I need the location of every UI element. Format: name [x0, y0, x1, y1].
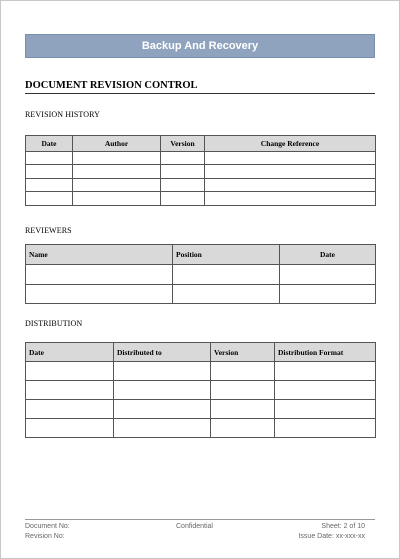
distribution-table	[25, 342, 376, 438]
table-cell[interactable]	[161, 179, 205, 192]
table-cell[interactable]	[275, 381, 376, 400]
table-cell[interactable]	[205, 152, 376, 165]
footer-document-no: Document No:	[25, 523, 70, 530]
table-cell[interactable]	[26, 400, 114, 419]
table-cell[interactable]	[211, 400, 275, 419]
column-header: Version	[211, 343, 275, 362]
revision-history-label: REVISION HISTORY	[25, 110, 101, 119]
column-header: Position	[173, 245, 280, 265]
revision-history-table	[25, 135, 376, 206]
table-header-row	[26, 245, 376, 265]
column-header: Date	[26, 343, 114, 362]
table-cell[interactable]	[26, 165, 73, 179]
table-header-row	[26, 136, 376, 152]
column-header: Date	[280, 245, 376, 265]
column-header: Version	[161, 136, 205, 152]
table-cell[interactable]	[275, 400, 376, 419]
reviewers-table	[25, 244, 376, 304]
table-row	[26, 265, 376, 285]
table-cell[interactable]	[211, 362, 275, 381]
table-cell[interactable]	[26, 265, 173, 285]
table-cell[interactable]	[280, 265, 376, 285]
table-row	[26, 179, 376, 192]
table-cell[interactable]	[114, 381, 211, 400]
section-heading: DOCUMENT REVISION CONTROL	[25, 80, 375, 94]
table-cell[interactable]	[114, 419, 211, 438]
table-cell[interactable]	[73, 152, 161, 165]
table-row	[26, 152, 376, 165]
table-cell[interactable]	[173, 265, 280, 285]
reviewers-label: REVIEWERS	[25, 226, 72, 235]
table-cell[interactable]	[26, 192, 73, 206]
document-title: Backup And Recovery	[141, 40, 259, 52]
footer-issue-date: Issue Date: xx-xxx-xx	[298, 533, 365, 540]
table-cell[interactable]	[73, 165, 161, 179]
table-row	[26, 285, 376, 304]
table-cell[interactable]	[26, 381, 114, 400]
column-header: Distribution Format	[275, 343, 376, 362]
table-cell[interactable]	[26, 152, 73, 165]
table-cell[interactable]	[26, 419, 114, 438]
table-row	[26, 381, 376, 400]
table-cell[interactable]	[205, 179, 376, 192]
table-cell[interactable]	[275, 362, 376, 381]
footer-revision-no: Revision No:	[25, 533, 65, 540]
table-cell[interactable]	[161, 192, 205, 206]
table-header-row	[26, 343, 376, 362]
column-header: Change Reference	[205, 136, 376, 152]
table-cell[interactable]	[114, 400, 211, 419]
table-row	[26, 362, 376, 381]
footer-confidential: Confidential	[176, 523, 213, 530]
table-cell[interactable]	[161, 165, 205, 179]
table-row	[26, 419, 376, 438]
table-row	[26, 400, 376, 419]
table-cell[interactable]	[205, 165, 376, 179]
table-cell[interactable]	[280, 285, 376, 304]
table-row	[26, 165, 376, 179]
footer-sheet: Sheet: 2 of 10	[321, 523, 365, 530]
table-cell[interactable]	[211, 419, 275, 438]
table-cell[interactable]	[161, 152, 205, 165]
table-cell[interactable]	[26, 362, 114, 381]
table-cell[interactable]	[73, 192, 161, 206]
distribution-label: DISTRIBUTION	[25, 319, 83, 328]
table-cell[interactable]	[114, 362, 211, 381]
column-header: Author	[73, 136, 161, 152]
table-cell[interactable]	[275, 419, 376, 438]
document-title-bar	[25, 34, 375, 58]
table-cell[interactable]	[173, 285, 280, 304]
footer-divider	[25, 519, 375, 520]
table-row	[26, 192, 376, 206]
table-cell[interactable]	[205, 192, 376, 206]
table-cell[interactable]	[73, 179, 161, 192]
table-cell[interactable]	[26, 285, 173, 304]
column-header: Name	[26, 245, 173, 265]
column-header: Distributed to	[114, 343, 211, 362]
table-cell[interactable]	[26, 179, 73, 192]
table-cell[interactable]	[211, 381, 275, 400]
column-header: Date	[26, 136, 73, 152]
